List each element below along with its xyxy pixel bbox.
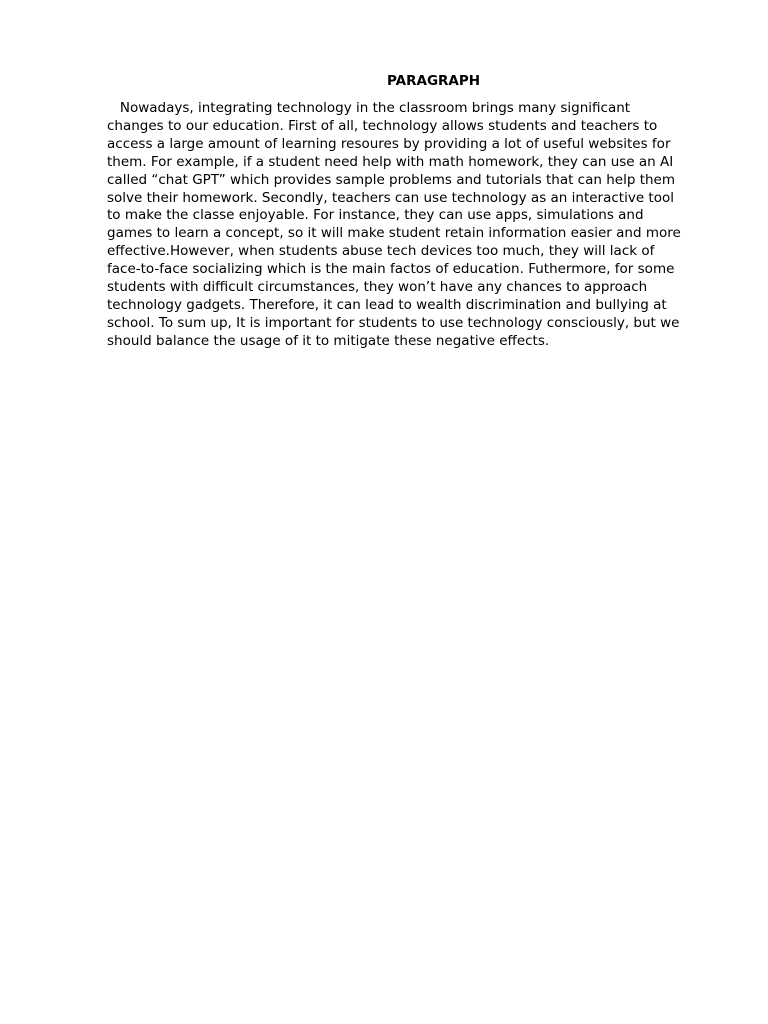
paragraph-line: face-to-face socializing which is the main factos of education. Futhermore, for some (107, 261, 675, 278)
paragraph-line: called “chat GPT” which provides sample problems and tutorials that can help them (107, 171, 675, 188)
paragraph-line: solve their homework. Secondly, teachers can use technology as an interactive tool (107, 189, 674, 206)
paragraph-line: to make the classe enjoyable. For instance, they can use apps, simulations and (107, 207, 644, 224)
paragraph-line: them. For example, if a student need help with math homework, they can use an AI (107, 153, 674, 170)
paragraph-line: technology gadgets. Therefore, it can lead to wealth discrimination and bullying at (107, 296, 667, 313)
paragraph-line: effective.However, when students abuse tech devices too much, they will lack of (107, 243, 655, 260)
paragraph-line: school. To sum up, It is important for students to use technology consciously, but we (107, 314, 680, 331)
paragraph-line: changes to our education. First of all, technology allows students and teachers to (107, 117, 658, 134)
paragraph-line: students with difficult circumstances, they won’t have any chances to approach (107, 279, 648, 296)
body-paragraph (107, 100, 697, 351)
paragraph-line: games to learn a concept, so it will make student retain information easier and more (107, 225, 681, 242)
paragraph-line: access a large amount of learning resoures by providing a lot of useful websites for (107, 135, 671, 152)
paragraph-line: should balance the usage of it to mitigate these negative effects. (107, 332, 550, 349)
document-title: PARAGRAPH (387, 73, 481, 89)
paragraph-line: Nowadays, integrating technology in the classroom brings many significant (107, 100, 631, 116)
